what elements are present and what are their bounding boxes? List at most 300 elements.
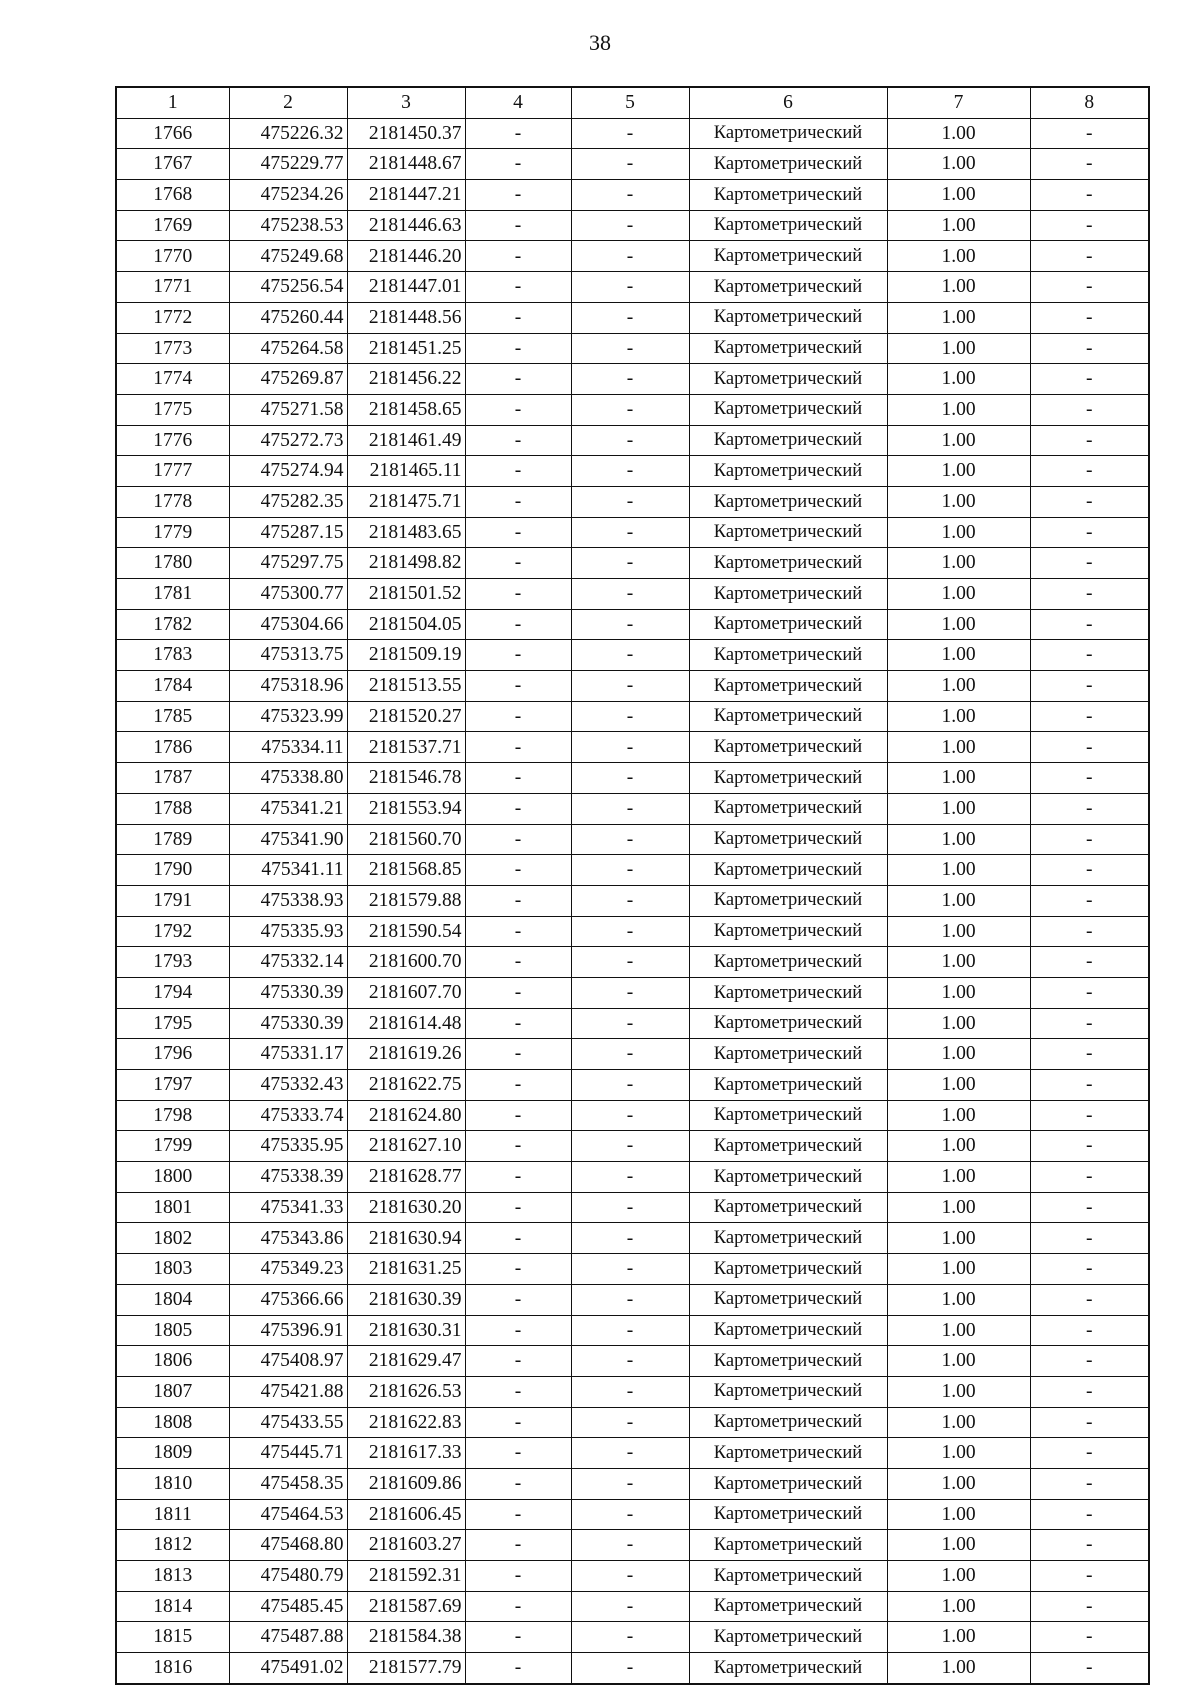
point-number-cell: 1788 (116, 793, 229, 824)
table-row (116, 1284, 1149, 1315)
method-cell: Картометрический (689, 579, 887, 610)
accuracy-cell: 1.00 (887, 1407, 1030, 1438)
page-number: 38 (589, 30, 611, 55)
x-coordinate-cell: 475341.33 (229, 1192, 347, 1223)
point-number-cell: 1808 (116, 1407, 229, 1438)
accuracy-cell: 1.00 (887, 210, 1030, 241)
column-8-cell: - (1030, 1561, 1149, 1592)
accuracy-cell: 1.00 (887, 1039, 1030, 1070)
x-coordinate-cell: 475287.15 (229, 517, 347, 548)
y-coordinate-cell: 2181483.65 (347, 517, 465, 548)
column-8-cell: - (1030, 609, 1149, 640)
column-4-cell: - (465, 793, 571, 824)
column-5-cell: - (571, 1591, 689, 1622)
method-cell: Картометрический (689, 1162, 887, 1193)
accuracy-cell: 1.00 (887, 579, 1030, 610)
method-cell: Картометрический (689, 855, 887, 886)
column-8-cell: - (1030, 180, 1149, 211)
point-number-cell: 1769 (116, 210, 229, 241)
x-coordinate-cell: 475330.39 (229, 1008, 347, 1039)
column-4-cell: - (465, 916, 571, 947)
point-number-cell: 1794 (116, 977, 229, 1008)
column-8-cell: - (1030, 977, 1149, 1008)
method-cell: Картометрический (689, 302, 887, 333)
method-cell: Картометрический (689, 1070, 887, 1101)
column-5-cell: - (571, 1407, 689, 1438)
method-cell: Картометрический (689, 701, 887, 732)
method-cell: Картометрический (689, 272, 887, 303)
method-cell: Картометрический (689, 1192, 887, 1223)
y-coordinate-cell: 2181520.27 (347, 701, 465, 732)
accuracy-cell: 1.00 (887, 1131, 1030, 1162)
y-coordinate-cell: 2181606.45 (347, 1499, 465, 1530)
y-coordinate-cell: 2181619.26 (347, 1039, 465, 1070)
y-coordinate-cell: 2181607.70 (347, 977, 465, 1008)
x-coordinate-cell: 475226.32 (229, 118, 347, 149)
x-coordinate-cell: 475343.86 (229, 1223, 347, 1254)
y-coordinate-cell: 2181622.83 (347, 1407, 465, 1438)
column-4-cell: - (465, 1407, 571, 1438)
column-5-cell: - (571, 1653, 689, 1684)
column-5-cell: - (571, 210, 689, 241)
column-5-cell: - (571, 671, 689, 702)
table-row (116, 1223, 1149, 1254)
point-number-cell: 1796 (116, 1039, 229, 1070)
column-5-cell: - (571, 1192, 689, 1223)
point-number-cell: 1797 (116, 1070, 229, 1101)
point-number-cell: 1795 (116, 1008, 229, 1039)
point-number-cell: 1770 (116, 241, 229, 272)
table-row (116, 486, 1149, 517)
point-number-cell: 1811 (116, 1499, 229, 1530)
column-8-cell: - (1030, 1468, 1149, 1499)
method-cell: Картометрический (689, 517, 887, 548)
point-number-cell: 1793 (116, 947, 229, 978)
method-cell: Картометрический (689, 824, 887, 855)
x-coordinate-cell: 475264.58 (229, 333, 347, 364)
y-coordinate-cell: 2181560.70 (347, 824, 465, 855)
y-coordinate-cell: 2181622.75 (347, 1070, 465, 1101)
table-row (116, 1653, 1149, 1684)
x-coordinate-cell: 475341.21 (229, 793, 347, 824)
point-number-cell: 1786 (116, 732, 229, 763)
point-number-cell: 1815 (116, 1622, 229, 1653)
column-5-cell: - (571, 701, 689, 732)
column-8-cell: - (1030, 1438, 1149, 1469)
method-cell: Картометрический (689, 763, 887, 794)
table-row (116, 1561, 1149, 1592)
point-number-cell: 1767 (116, 149, 229, 180)
accuracy-cell: 1.00 (887, 1376, 1030, 1407)
column-4-cell: - (465, 1039, 571, 1070)
method-cell: Картометрический (689, 486, 887, 517)
column-5-cell: - (571, 517, 689, 548)
y-coordinate-cell: 2181630.94 (347, 1223, 465, 1254)
column-4-cell: - (465, 579, 571, 610)
point-number-cell: 1768 (116, 180, 229, 211)
column-header-4: 4 (465, 87, 571, 118)
x-coordinate-cell: 475480.79 (229, 1561, 347, 1592)
column-5-cell: - (571, 763, 689, 794)
x-coordinate-cell: 475349.23 (229, 1254, 347, 1285)
table-row (116, 640, 1149, 671)
table-row (116, 579, 1149, 610)
table-row (116, 394, 1149, 425)
x-coordinate-cell: 475269.87 (229, 364, 347, 395)
table-row (116, 1622, 1149, 1653)
column-4-cell: - (465, 425, 571, 456)
table-body (116, 118, 1149, 1684)
y-coordinate-cell: 2181592.31 (347, 1561, 465, 1592)
table-row (116, 333, 1149, 364)
column-4-cell: - (465, 118, 571, 149)
column-8-cell: - (1030, 579, 1149, 610)
column-4-cell: - (465, 394, 571, 425)
accuracy-cell: 1.00 (887, 1561, 1030, 1592)
method-cell: Картометрический (689, 210, 887, 241)
table-header-row (116, 87, 1149, 118)
y-coordinate-cell: 2181614.48 (347, 1008, 465, 1039)
column-8-cell: - (1030, 1315, 1149, 1346)
accuracy-cell: 1.00 (887, 1284, 1030, 1315)
column-header-8: 8 (1030, 87, 1149, 118)
column-5-cell: - (571, 1561, 689, 1592)
x-coordinate-cell: 475297.75 (229, 548, 347, 579)
column-5-cell: - (571, 1499, 689, 1530)
x-coordinate-cell: 475334.11 (229, 732, 347, 763)
x-coordinate-cell: 475234.26 (229, 180, 347, 211)
y-coordinate-cell: 2181631.25 (347, 1254, 465, 1285)
x-coordinate-cell: 475331.17 (229, 1039, 347, 1070)
column-5-cell: - (571, 640, 689, 671)
column-4-cell: - (465, 1468, 571, 1499)
column-8-cell: - (1030, 1008, 1149, 1039)
x-coordinate-cell: 475330.39 (229, 977, 347, 1008)
method-cell: Картометрический (689, 640, 887, 671)
accuracy-cell: 1.00 (887, 1254, 1030, 1285)
y-coordinate-cell: 2181458.65 (347, 394, 465, 425)
accuracy-cell: 1.00 (887, 425, 1030, 456)
table-row (116, 1438, 1149, 1469)
column-4-cell: - (465, 333, 571, 364)
column-4-cell: - (465, 517, 571, 548)
column-header-7: 7 (887, 87, 1030, 118)
x-coordinate-cell: 475333.74 (229, 1100, 347, 1131)
table-row (116, 118, 1149, 149)
method-cell: Картометрический (689, 1223, 887, 1254)
x-coordinate-cell: 475487.88 (229, 1622, 347, 1653)
x-coordinate-cell: 475338.80 (229, 763, 347, 794)
method-cell: Картометрический (689, 149, 887, 180)
accuracy-cell: 1.00 (887, 855, 1030, 886)
accuracy-cell: 1.00 (887, 456, 1030, 487)
table-row (116, 824, 1149, 855)
column-4-cell: - (465, 180, 571, 211)
column-5-cell: - (571, 609, 689, 640)
column-5-cell: - (571, 1438, 689, 1469)
method-cell: Картометрический (689, 548, 887, 579)
column-8-cell: - (1030, 425, 1149, 456)
point-number-cell: 1774 (116, 364, 229, 395)
y-coordinate-cell: 2181553.94 (347, 793, 465, 824)
x-coordinate-cell: 475408.97 (229, 1346, 347, 1377)
point-number-cell: 1783 (116, 640, 229, 671)
y-coordinate-cell: 2181579.88 (347, 885, 465, 916)
table-row (116, 947, 1149, 978)
accuracy-cell: 1.00 (887, 1438, 1030, 1469)
column-4-cell: - (465, 1284, 571, 1315)
y-coordinate-cell: 2181475.71 (347, 486, 465, 517)
column-8-cell: - (1030, 701, 1149, 732)
table-row (116, 1591, 1149, 1622)
column-4-cell: - (465, 1376, 571, 1407)
y-coordinate-cell: 2181465.11 (347, 456, 465, 487)
y-coordinate-cell: 2181501.52 (347, 579, 465, 610)
table-row (116, 1192, 1149, 1223)
column-5-cell: - (571, 456, 689, 487)
method-cell: Картометрический (689, 180, 887, 211)
accuracy-cell: 1.00 (887, 118, 1030, 149)
table-row (116, 302, 1149, 333)
table-row (116, 180, 1149, 211)
accuracy-cell: 1.00 (887, 1622, 1030, 1653)
column-4-cell: - (465, 701, 571, 732)
x-coordinate-cell: 475271.58 (229, 394, 347, 425)
x-coordinate-cell: 475338.93 (229, 885, 347, 916)
x-coordinate-cell: 475272.73 (229, 425, 347, 456)
accuracy-cell: 1.00 (887, 916, 1030, 947)
column-4-cell: - (465, 486, 571, 517)
column-5-cell: - (571, 1008, 689, 1039)
column-5-cell: - (571, 180, 689, 211)
x-coordinate-cell: 475464.53 (229, 1499, 347, 1530)
y-coordinate-cell: 2181630.39 (347, 1284, 465, 1315)
point-number-cell: 1805 (116, 1315, 229, 1346)
accuracy-cell: 1.00 (887, 333, 1030, 364)
column-8-cell: - (1030, 486, 1149, 517)
method-cell: Картометрический (689, 1591, 887, 1622)
accuracy-cell: 1.00 (887, 1315, 1030, 1346)
accuracy-cell: 1.00 (887, 885, 1030, 916)
column-8-cell: - (1030, 1407, 1149, 1438)
column-5-cell: - (571, 1039, 689, 1070)
x-coordinate-cell: 475256.54 (229, 272, 347, 303)
method-cell: Картометрический (689, 1376, 887, 1407)
y-coordinate-cell: 2181568.85 (347, 855, 465, 886)
table-row (116, 732, 1149, 763)
column-5-cell: - (571, 364, 689, 395)
table-row (116, 1131, 1149, 1162)
x-coordinate-cell: 475332.43 (229, 1070, 347, 1101)
column-5-cell: - (571, 241, 689, 272)
column-8-cell: - (1030, 1039, 1149, 1070)
y-coordinate-cell: 2181513.55 (347, 671, 465, 702)
x-coordinate-cell: 475421.88 (229, 1376, 347, 1407)
column-8-cell: - (1030, 272, 1149, 303)
accuracy-cell: 1.00 (887, 1100, 1030, 1131)
column-5-cell: - (571, 1070, 689, 1101)
method-cell: Картометрический (689, 977, 887, 1008)
y-coordinate-cell: 2181456.22 (347, 364, 465, 395)
accuracy-cell: 1.00 (887, 180, 1030, 211)
y-coordinate-cell: 2181587.69 (347, 1591, 465, 1622)
column-8-cell: - (1030, 1346, 1149, 1377)
point-number-cell: 1778 (116, 486, 229, 517)
column-5-cell: - (571, 118, 689, 149)
method-cell: Картометрический (689, 364, 887, 395)
column-4-cell: - (465, 640, 571, 671)
column-8-cell: - (1030, 1223, 1149, 1254)
column-5-cell: - (571, 1131, 689, 1162)
column-4-cell: - (465, 1162, 571, 1193)
column-8-cell: - (1030, 456, 1149, 487)
table-row (116, 1070, 1149, 1101)
method-cell: Картометрический (689, 1131, 887, 1162)
x-coordinate-cell: 475274.94 (229, 456, 347, 487)
point-number-cell: 1807 (116, 1376, 229, 1407)
y-coordinate-cell: 2181627.10 (347, 1131, 465, 1162)
y-coordinate-cell: 2181498.82 (347, 548, 465, 579)
point-number-cell: 1812 (116, 1530, 229, 1561)
column-5-cell: - (571, 394, 689, 425)
point-number-cell: 1809 (116, 1438, 229, 1469)
x-coordinate-cell: 475229.77 (229, 149, 347, 180)
column-4-cell: - (465, 364, 571, 395)
y-coordinate-cell: 2181461.49 (347, 425, 465, 456)
table-row (116, 1376, 1149, 1407)
y-coordinate-cell: 2181504.05 (347, 609, 465, 640)
column-8-cell: - (1030, 333, 1149, 364)
method-cell: Картометрический (689, 947, 887, 978)
column-4-cell: - (465, 272, 571, 303)
table-row (116, 1008, 1149, 1039)
point-number-cell: 1785 (116, 701, 229, 732)
point-number-cell: 1791 (116, 885, 229, 916)
accuracy-cell: 1.00 (887, 793, 1030, 824)
column-4-cell: - (465, 1346, 571, 1377)
column-8-cell: - (1030, 763, 1149, 794)
accuracy-cell: 1.00 (887, 701, 1030, 732)
method-cell: Картометрический (689, 916, 887, 947)
method-cell: Картометрический (689, 456, 887, 487)
y-coordinate-cell: 2181626.53 (347, 1376, 465, 1407)
column-8-cell: - (1030, 1131, 1149, 1162)
column-5-cell: - (571, 1530, 689, 1561)
point-number-cell: 1802 (116, 1223, 229, 1254)
column-8-cell: - (1030, 947, 1149, 978)
column-5-cell: - (571, 977, 689, 1008)
method-cell: Картометрический (689, 609, 887, 640)
point-number-cell: 1813 (116, 1561, 229, 1592)
column-4-cell: - (465, 1438, 571, 1469)
x-coordinate-cell: 475260.44 (229, 302, 347, 333)
column-4-cell: - (465, 763, 571, 794)
x-coordinate-cell: 475341.90 (229, 824, 347, 855)
column-8-cell: - (1030, 1100, 1149, 1131)
column-8-cell: - (1030, 1376, 1149, 1407)
y-coordinate-cell: 2181447.01 (347, 272, 465, 303)
method-cell: Картометрический (689, 885, 887, 916)
column-4-cell: - (465, 855, 571, 886)
point-number-cell: 1798 (116, 1100, 229, 1131)
column-5-cell: - (571, 333, 689, 364)
column-8-cell: - (1030, 855, 1149, 886)
accuracy-cell: 1.00 (887, 671, 1030, 702)
point-number-cell: 1806 (116, 1346, 229, 1377)
column-8-cell: - (1030, 1499, 1149, 1530)
y-coordinate-cell: 2181609.86 (347, 1468, 465, 1499)
method-cell: Картометрический (689, 1100, 887, 1131)
point-number-cell: 1800 (116, 1162, 229, 1193)
table-row (116, 1100, 1149, 1131)
method-cell: Картометрический (689, 1407, 887, 1438)
accuracy-cell: 1.00 (887, 824, 1030, 855)
column-5-cell: - (571, 1315, 689, 1346)
column-8-cell: - (1030, 640, 1149, 671)
point-number-cell: 1814 (116, 1591, 229, 1622)
column-8-cell: - (1030, 1162, 1149, 1193)
column-5-cell: - (571, 548, 689, 579)
x-coordinate-cell: 475338.39 (229, 1162, 347, 1193)
column-4-cell: - (465, 1254, 571, 1285)
column-header-5: 5 (571, 87, 689, 118)
method-cell: Картометрический (689, 241, 887, 272)
column-8-cell: - (1030, 302, 1149, 333)
y-coordinate-cell: 2181451.25 (347, 333, 465, 364)
accuracy-cell: 1.00 (887, 1070, 1030, 1101)
column-4-cell: - (465, 1653, 571, 1684)
x-coordinate-cell: 475458.35 (229, 1468, 347, 1499)
point-number-cell: 1771 (116, 272, 229, 303)
table-row (116, 517, 1149, 548)
column-8-cell: - (1030, 1284, 1149, 1315)
column-8-cell: - (1030, 1653, 1149, 1684)
y-coordinate-cell: 2181577.79 (347, 1653, 465, 1684)
method-cell: Картометрический (689, 732, 887, 763)
table-row (116, 149, 1149, 180)
x-coordinate-cell: 475341.11 (229, 855, 347, 886)
column-8-cell: - (1030, 394, 1149, 425)
column-8-cell: - (1030, 364, 1149, 395)
point-number-cell: 1810 (116, 1468, 229, 1499)
point-number-cell: 1772 (116, 302, 229, 333)
column-5-cell: - (571, 579, 689, 610)
point-number-cell: 1777 (116, 456, 229, 487)
table-row (116, 1407, 1149, 1438)
column-8-cell: - (1030, 671, 1149, 702)
y-coordinate-cell: 2181630.31 (347, 1315, 465, 1346)
column-8-cell: - (1030, 149, 1149, 180)
column-5-cell: - (571, 947, 689, 978)
column-8-cell: - (1030, 1254, 1149, 1285)
x-coordinate-cell: 475433.55 (229, 1407, 347, 1438)
column-4-cell: - (465, 241, 571, 272)
accuracy-cell: 1.00 (887, 394, 1030, 425)
point-number-cell: 1816 (116, 1653, 229, 1684)
accuracy-cell: 1.00 (887, 548, 1030, 579)
y-coordinate-cell: 2181450.37 (347, 118, 465, 149)
method-cell: Картометрический (689, 1315, 887, 1346)
x-coordinate-cell: 475318.96 (229, 671, 347, 702)
y-coordinate-cell: 2181537.71 (347, 732, 465, 763)
table-row (116, 548, 1149, 579)
column-4-cell: - (465, 1622, 571, 1653)
method-cell: Картометрический (689, 1499, 887, 1530)
y-coordinate-cell: 2181584.38 (347, 1622, 465, 1653)
point-number-cell: 1790 (116, 855, 229, 886)
table-row (116, 701, 1149, 732)
column-5-cell: - (571, 1346, 689, 1377)
